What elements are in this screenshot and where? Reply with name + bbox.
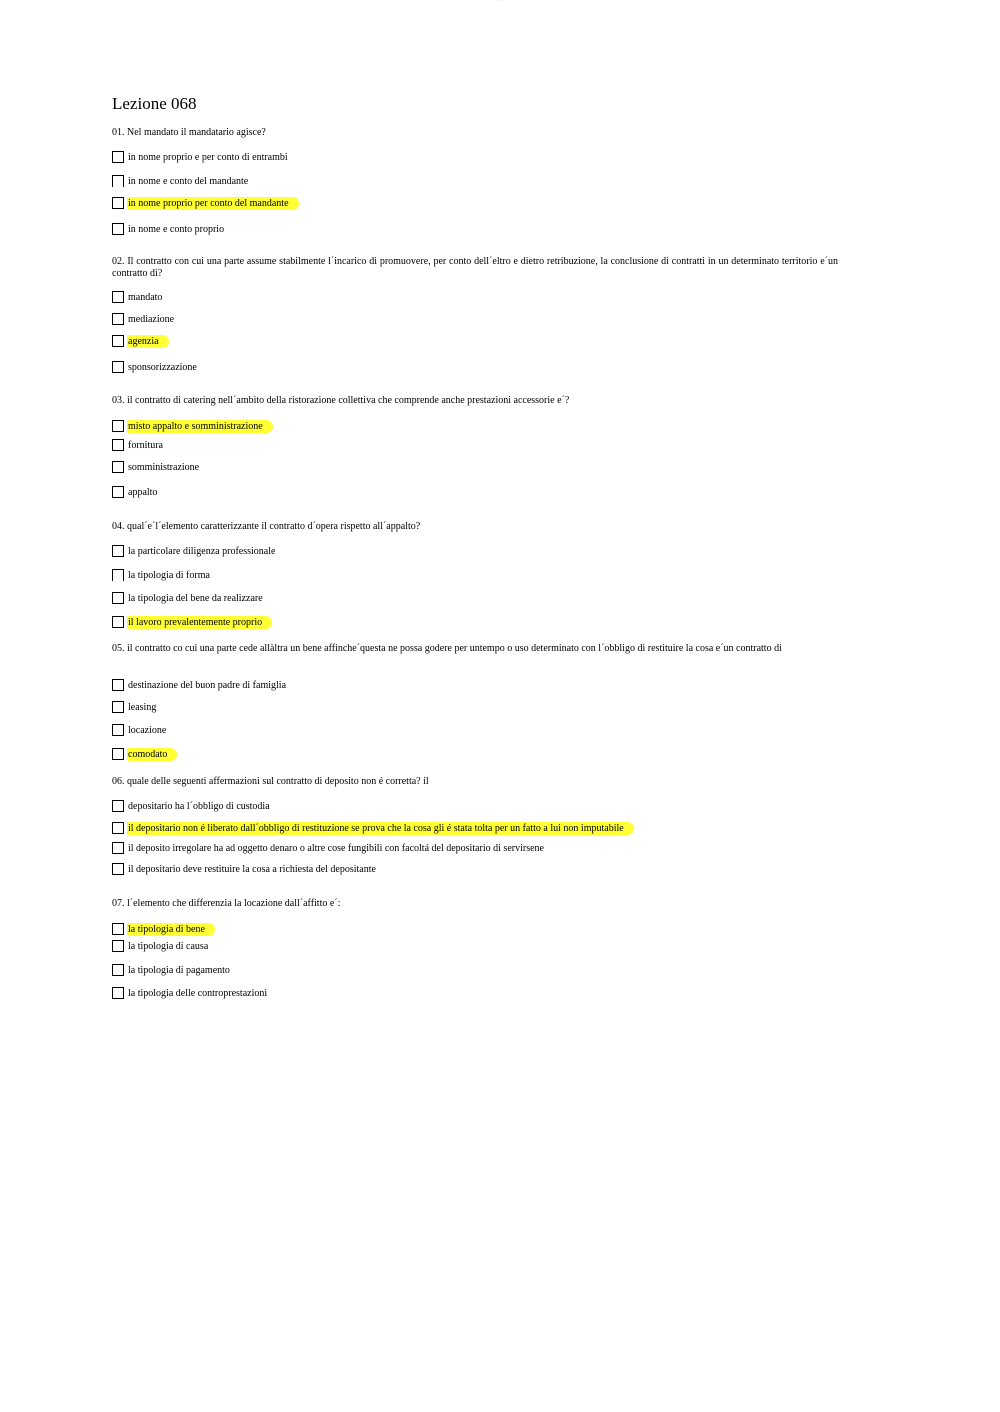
checkbox[interactable] bbox=[112, 822, 124, 834]
checkbox[interactable] bbox=[112, 197, 124, 209]
question-01-option-3[interactable] bbox=[112, 196, 299, 210]
question-05-option-2[interactable]: leasing bbox=[112, 700, 157, 714]
checkbox[interactable] bbox=[112, 175, 124, 187]
question-01-option-4[interactable]: in nome e conto proprio bbox=[112, 222, 225, 236]
question-07-option-1[interactable] bbox=[112, 922, 215, 936]
question-05-option-4[interactable] bbox=[112, 747, 177, 761]
highlighted-answer: comodato bbox=[127, 748, 177, 761]
question-04-text: 04. qual´e´l´elemento caratterizzante il contratto d´opera rispetto all´appalto? bbox=[112, 521, 421, 532]
checkbox[interactable] bbox=[112, 842, 124, 854]
question-01-option-2[interactable]: in nome e conto del mandante bbox=[112, 174, 249, 188]
question-01-option-1[interactable]: in nome proprio e per conto di entrambi bbox=[112, 150, 289, 164]
checkbox[interactable] bbox=[112, 291, 124, 303]
checkbox[interactable] bbox=[112, 679, 124, 691]
question-07-option-4[interactable]: la tipologia delle controprestazioni bbox=[112, 986, 268, 1000]
highlighted-answer: in nome proprio per conto del mandante bbox=[127, 197, 299, 210]
checkbox[interactable] bbox=[112, 800, 124, 812]
checkbox[interactable] bbox=[112, 569, 124, 581]
checkbox[interactable] bbox=[112, 964, 124, 976]
question-05-option-1[interactable]: destinazione del buon padre di famiglia bbox=[112, 678, 287, 692]
checkbox[interactable] bbox=[112, 940, 124, 952]
question-05-option-3[interactable]: locazione bbox=[112, 723, 167, 737]
question-03-option-2[interactable]: fornitura bbox=[112, 438, 164, 452]
question-02-text: 02. Il contratto con cui una parte assume stabilmente l´incarico di promuovere, per conto dell´eltro e dietro retribuzione, la conclusione di contratti in un determinato territorio e´un contratto di? bbox=[112, 256, 838, 279]
checkbox[interactable] bbox=[112, 863, 124, 875]
checkbox[interactable] bbox=[112, 592, 124, 604]
page-header-mark: --- bbox=[496, 0, 504, 4]
checkbox[interactable] bbox=[112, 313, 124, 325]
question-04-option-2[interactable]: la tipologia di forma bbox=[112, 568, 211, 582]
question-06-text: 06. quale delle seguenti affermazioni sul contratto di deposito non é corretta? il bbox=[112, 776, 429, 787]
checkbox[interactable] bbox=[112, 987, 124, 999]
highlighted-answer: agenzia bbox=[127, 335, 169, 348]
page-title: Lezione 068 bbox=[112, 94, 197, 113]
question-03-text: 03. il contratto di catering nell´ambito della ristorazione collettiva che comprende anche prestazioni accessorie e´? bbox=[112, 395, 570, 406]
checkbox[interactable] bbox=[112, 545, 124, 557]
question-07-option-3[interactable]: la tipologia di pagamento bbox=[112, 963, 231, 977]
checkbox[interactable] bbox=[112, 486, 124, 498]
question-03-option-3[interactable]: somministrazione bbox=[112, 460, 200, 474]
question-07-text: 07. l´elemento che differenzia la locazione dall´affitto e´: bbox=[112, 898, 341, 909]
checkbox[interactable] bbox=[112, 151, 124, 163]
checkbox[interactable] bbox=[112, 335, 124, 347]
question-02-option-1[interactable]: mandato bbox=[112, 290, 163, 304]
checkbox[interactable] bbox=[112, 420, 124, 432]
highlighted-answer: la tipologia di bene bbox=[127, 923, 215, 936]
question-04-option-1[interactable]: la particolare diligenza professionale bbox=[112, 544, 276, 558]
question-03-option-1[interactable] bbox=[112, 419, 273, 433]
highlighted-answer: il depositario non é liberato dall´obbligo di restituzione se prova che la cosa gli é stata tolta per un fatto a lui non imputabile bbox=[127, 822, 634, 835]
question-03-option-4[interactable]: appalto bbox=[112, 485, 158, 499]
checkbox[interactable] bbox=[112, 616, 124, 628]
question-04-option-3[interactable]: la tipologia del bene da realizzare bbox=[112, 591, 264, 605]
checkbox[interactable] bbox=[112, 439, 124, 451]
question-04-option-4[interactable] bbox=[112, 615, 272, 629]
checkbox[interactable] bbox=[112, 701, 124, 713]
question-05-text: 05. il contratto co cui una parte cede allàltra un bene affinche´questa ne possa godere per untempo o uso determinato con l´obbligo di restituire la cosa e´un contratto di bbox=[112, 643, 782, 654]
checkbox[interactable] bbox=[112, 724, 124, 736]
checkbox[interactable] bbox=[112, 923, 124, 935]
question-02-option-3[interactable] bbox=[112, 334, 169, 348]
highlighted-answer: misto appalto e somministrazione bbox=[127, 420, 273, 433]
question-06-option-4[interactable]: il depositario deve restituire la cosa a richiesta del depositante bbox=[112, 862, 377, 876]
question-06-option-2[interactable] bbox=[112, 821, 634, 835]
checkbox[interactable] bbox=[112, 461, 124, 473]
checkbox[interactable] bbox=[112, 748, 124, 760]
question-02-option-4[interactable]: sponsorizzazione bbox=[112, 360, 198, 374]
question-06-option-1[interactable]: depositario ha l´obbligo di custodia bbox=[112, 799, 271, 813]
question-07-option-2[interactable]: la tipologia di causa bbox=[112, 939, 209, 953]
question-02-option-2[interactable]: mediazione bbox=[112, 312, 175, 326]
checkbox[interactable] bbox=[112, 361, 124, 373]
question-06-option-3[interactable]: il deposito irregolare ha ad oggetto denaro o altre cose fungibili con facoltá del depositario di servirsene bbox=[112, 841, 545, 855]
highlighted-answer: il lavoro prevalentemente proprio bbox=[127, 616, 272, 629]
checkbox[interactable] bbox=[112, 223, 124, 235]
question-01-text: 01. Nel mandato il mandatario agisce? bbox=[112, 127, 266, 138]
